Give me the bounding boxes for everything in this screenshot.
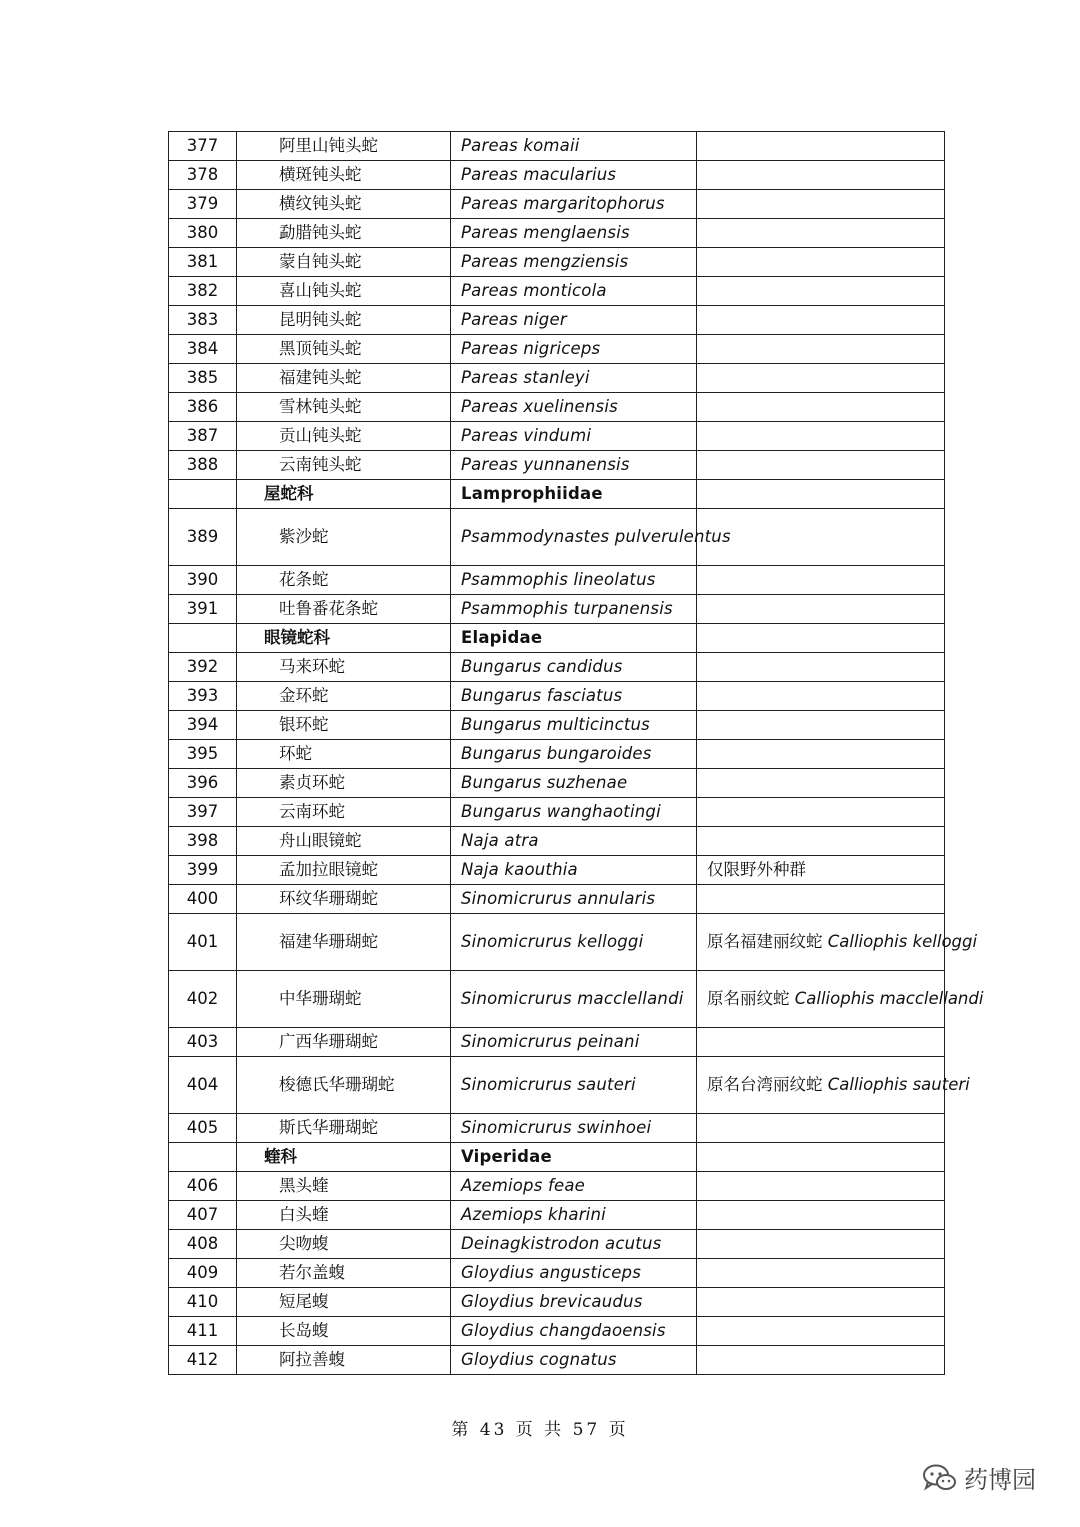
scientific-name: Gloydius cognatus [451, 1346, 697, 1375]
row-number: 396 [169, 769, 237, 798]
scientific-name: Pareas komaii [451, 132, 697, 161]
remark: 仅限野外种群 [697, 856, 945, 885]
table-row [169, 653, 945, 682]
family-row [169, 1143, 945, 1172]
row-number: 381 [169, 248, 237, 277]
scientific-name: Sinomicrurus swinhoei [451, 1114, 697, 1143]
chinese-name: 喜山钝头蛇 [237, 277, 451, 306]
chinese-name: 紫沙蛇 [237, 509, 451, 566]
remark [697, 1172, 945, 1201]
table-row [169, 827, 945, 856]
scientific-name: Psammodynastes pulverulentus [451, 509, 697, 566]
scientific-name: Psammophis lineolatus [451, 566, 697, 595]
table-row [169, 1201, 945, 1230]
remark [697, 566, 945, 595]
row-number: 388 [169, 451, 237, 480]
remark [697, 509, 945, 566]
chinese-name: 横纹钝头蛇 [237, 190, 451, 219]
scientific-name: Psammophis turpanensis [451, 595, 697, 624]
remark [697, 480, 945, 509]
row-number: 402 [169, 971, 237, 1028]
remark-former-latin: Calliophis macclellandi [794, 989, 984, 1008]
chinese-name: 孟加拉眼镜蛇 [237, 856, 451, 885]
table-row [169, 798, 945, 827]
remark-former-name: 原名福建丽纹蛇 [707, 932, 823, 951]
chinese-name: 素贞环蛇 [237, 769, 451, 798]
chinese-name: 阿里山钝头蛇 [237, 132, 451, 161]
scientific-name: Pareas stanleyi [451, 364, 697, 393]
table-row [169, 161, 945, 190]
row-number: 407 [169, 1201, 237, 1230]
scientific-name: Bungarus wanghaotingi [451, 798, 697, 827]
scientific-name: Bungarus fasciatus [451, 682, 697, 711]
row-number: 377 [169, 132, 237, 161]
remark [697, 740, 945, 769]
scientific-name: Pareas macularius [451, 161, 697, 190]
row-number: 382 [169, 277, 237, 306]
remark [697, 219, 945, 248]
chinese-name: 蒙自钝头蛇 [237, 248, 451, 277]
table-row [169, 1346, 945, 1375]
family-row [169, 480, 945, 509]
chinese-name: 环蛇 [237, 740, 451, 769]
remark [697, 682, 945, 711]
remark [697, 624, 945, 653]
chinese-name: 银环蛇 [237, 711, 451, 740]
table-row [169, 190, 945, 219]
row-number: 379 [169, 190, 237, 219]
scientific-name: Azemiops kharini [451, 1201, 697, 1230]
row-number: 393 [169, 682, 237, 711]
remark [697, 971, 984, 1028]
table-row [169, 277, 945, 306]
chinese-name: 梭德氏华珊瑚蛇 [237, 1057, 451, 1114]
chinese-name: 花条蛇 [237, 566, 451, 595]
row-number: 395 [169, 740, 237, 769]
table-row [169, 1028, 945, 1057]
chinese-name: 勐腊钝头蛇 [237, 219, 451, 248]
watermark [922, 1460, 1036, 1495]
chinese-name: 贡山钝头蛇 [237, 422, 451, 451]
remark [697, 1028, 945, 1057]
scientific-name: Bungarus suzhenae [451, 769, 697, 798]
row-number: 384 [169, 335, 237, 364]
remark-former-latin: Calliophis sauteri [827, 1075, 970, 1094]
table-row [169, 682, 945, 711]
row-number: 398 [169, 827, 237, 856]
chinese-name: 尖吻蝮 [237, 1230, 451, 1259]
scientific-name: Gloydius brevicaudus [451, 1288, 697, 1317]
row-number: 408 [169, 1230, 237, 1259]
remark [697, 1143, 945, 1172]
table-row [169, 219, 945, 248]
remark [697, 914, 978, 971]
family-scientific-name: Viperidae [451, 1143, 697, 1172]
table-row [169, 595, 945, 624]
remark [697, 1288, 945, 1317]
chinese-name: 环纹华珊瑚蛇 [237, 885, 451, 914]
family-scientific-name: Lamprophiidae [451, 480, 697, 509]
row-number: 406 [169, 1172, 237, 1201]
remark [697, 711, 945, 740]
table-row [169, 856, 945, 885]
table-row [169, 335, 945, 364]
scientific-name: Pareas niger [451, 306, 697, 335]
remark [697, 451, 945, 480]
remark-former-name: 原名台湾丽纹蛇 [707, 1075, 823, 1094]
remark [697, 769, 945, 798]
row-number: 383 [169, 306, 237, 335]
remark [697, 248, 945, 277]
remark [697, 1114, 945, 1143]
scientific-name: Pareas vindumi [451, 422, 697, 451]
table-body [169, 132, 984, 1375]
remark [697, 422, 945, 451]
remark [697, 885, 945, 914]
scientific-name: Bungarus bungaroides [451, 740, 697, 769]
remark [697, 277, 945, 306]
scientific-name: Gloydius changdaoensis [451, 1317, 697, 1346]
table-row [169, 1288, 945, 1317]
chinese-name: 吐鲁番花条蛇 [237, 595, 451, 624]
remark [697, 132, 945, 161]
scientific-name: Gloydius angusticeps [451, 1259, 697, 1288]
chinese-name: 舟山眼镜蛇 [237, 827, 451, 856]
row-number: 380 [169, 219, 237, 248]
scientific-name: Pareas menglaensis [451, 219, 697, 248]
scientific-name: Pareas xuelinensis [451, 393, 697, 422]
remark [697, 1057, 970, 1114]
table-row [169, 885, 945, 914]
row-number: 385 [169, 364, 237, 393]
table-row [169, 711, 945, 740]
table-row [169, 1230, 945, 1259]
remark [697, 1259, 945, 1288]
row-number: 378 [169, 161, 237, 190]
row-number: 403 [169, 1028, 237, 1057]
remark [697, 1201, 945, 1230]
remark [697, 335, 945, 364]
remark [697, 161, 945, 190]
page-number: 第 43 页 共 57 页 [451, 1420, 629, 1440]
row-number [169, 624, 237, 653]
row-number: 386 [169, 393, 237, 422]
row-number: 397 [169, 798, 237, 827]
scientific-name: Sinomicrurus kelloggi [451, 914, 697, 971]
scientific-name: Sinomicrurus peinani [451, 1028, 697, 1057]
table-row [169, 451, 945, 480]
remark [697, 595, 945, 624]
row-number: 405 [169, 1114, 237, 1143]
remark [697, 393, 945, 422]
table-row [169, 1172, 945, 1201]
scientific-name: Pareas yunnanensis [451, 451, 697, 480]
remark [697, 306, 945, 335]
row-number: 409 [169, 1259, 237, 1288]
chinese-name: 金环蛇 [237, 682, 451, 711]
remark [697, 1346, 945, 1375]
table-row [169, 422, 945, 451]
chinese-name: 黑顶钝头蛇 [237, 335, 451, 364]
table-row [169, 132, 945, 161]
row-number: 389 [169, 509, 237, 566]
row-number: 399 [169, 856, 237, 885]
watermark-text: 药博园 [964, 1466, 1036, 1494]
scientific-name: Naja atra [451, 827, 697, 856]
table-row [169, 509, 945, 566]
chinese-name: 长岛蝮 [237, 1317, 451, 1346]
row-number: 394 [169, 711, 237, 740]
scientific-name: Pareas nigriceps [451, 335, 697, 364]
row-number [169, 1143, 237, 1172]
row-number: 391 [169, 595, 237, 624]
family-row [169, 624, 945, 653]
chinese-name: 福建华珊瑚蛇 [237, 914, 451, 971]
row-number: 387 [169, 422, 237, 451]
scientific-name: Bungarus multicinctus [451, 711, 697, 740]
chinese-name: 白头蝰 [237, 1201, 451, 1230]
chinese-name: 云南钝头蛇 [237, 451, 451, 480]
chinese-name: 马来环蛇 [237, 653, 451, 682]
table-row [169, 1057, 945, 1114]
table-row [169, 306, 945, 335]
row-number: 392 [169, 653, 237, 682]
chinese-name: 福建钝头蛇 [237, 364, 451, 393]
chinese-name: 中华珊瑚蛇 [237, 971, 451, 1028]
remark-former-name: 原名丽纹蛇 [707, 989, 790, 1008]
family-scientific-name: Elapidae [451, 624, 697, 653]
chinese-name: 黑头蝰 [237, 1172, 451, 1201]
family-chinese-name: 蝰科 [237, 1143, 451, 1172]
scientific-name: Sinomicrurus macclellandi [451, 971, 697, 1028]
table-row [169, 914, 945, 971]
wechat-icon [922, 1463, 958, 1493]
table-row [169, 248, 945, 277]
chinese-name: 昆明钝头蛇 [237, 306, 451, 335]
chinese-name: 斯氏华珊瑚蛇 [237, 1114, 451, 1143]
table-row [169, 393, 945, 422]
table-row [169, 1259, 945, 1288]
scientific-name: Sinomicrurus annularis [451, 885, 697, 914]
table-row [169, 364, 945, 393]
remark [697, 364, 945, 393]
table-row [169, 971, 945, 1028]
row-number [169, 480, 237, 509]
chinese-name: 云南环蛇 [237, 798, 451, 827]
scientific-name: Azemiops feae [451, 1172, 697, 1201]
remark [697, 190, 945, 219]
remark [697, 1230, 945, 1259]
chinese-name: 横斑钝头蛇 [237, 161, 451, 190]
row-number: 390 [169, 566, 237, 595]
remark [697, 827, 945, 856]
row-number: 400 [169, 885, 237, 914]
table-row [169, 769, 945, 798]
scientific-name: Sinomicrurus sauteri [451, 1057, 697, 1114]
scientific-name: Bungarus candidus [451, 653, 697, 682]
table-row [169, 1114, 945, 1143]
table-row [169, 566, 945, 595]
remark-former-latin: Calliophis kelloggi [827, 932, 978, 951]
scientific-name: Pareas monticola [451, 277, 697, 306]
row-number: 404 [169, 1057, 237, 1114]
remark [697, 653, 945, 682]
chinese-name: 阿拉善蝮 [237, 1346, 451, 1375]
scientific-name: Deinagkistrodon acutus [451, 1230, 697, 1259]
row-number: 411 [169, 1317, 237, 1346]
scientific-name: Naja kaouthia [451, 856, 697, 885]
chinese-name: 短尾蝮 [237, 1288, 451, 1317]
table-row [169, 1317, 945, 1346]
family-chinese-name: 眼镜蛇科 [237, 624, 451, 653]
species-table [168, 131, 984, 1375]
row-number: 412 [169, 1346, 237, 1375]
table-row [169, 740, 945, 769]
remark [697, 798, 945, 827]
chinese-name: 若尔盖蝮 [237, 1259, 451, 1288]
chinese-name: 广西华珊瑚蛇 [237, 1028, 451, 1057]
row-number: 410 [169, 1288, 237, 1317]
scientific-name: Pareas mengziensis [451, 248, 697, 277]
row-number: 401 [169, 914, 237, 971]
family-chinese-name: 屋蛇科 [237, 480, 451, 509]
chinese-name: 雪林钝头蛇 [237, 393, 451, 422]
remark [697, 1317, 945, 1346]
scientific-name: Pareas margaritophorus [451, 190, 697, 219]
